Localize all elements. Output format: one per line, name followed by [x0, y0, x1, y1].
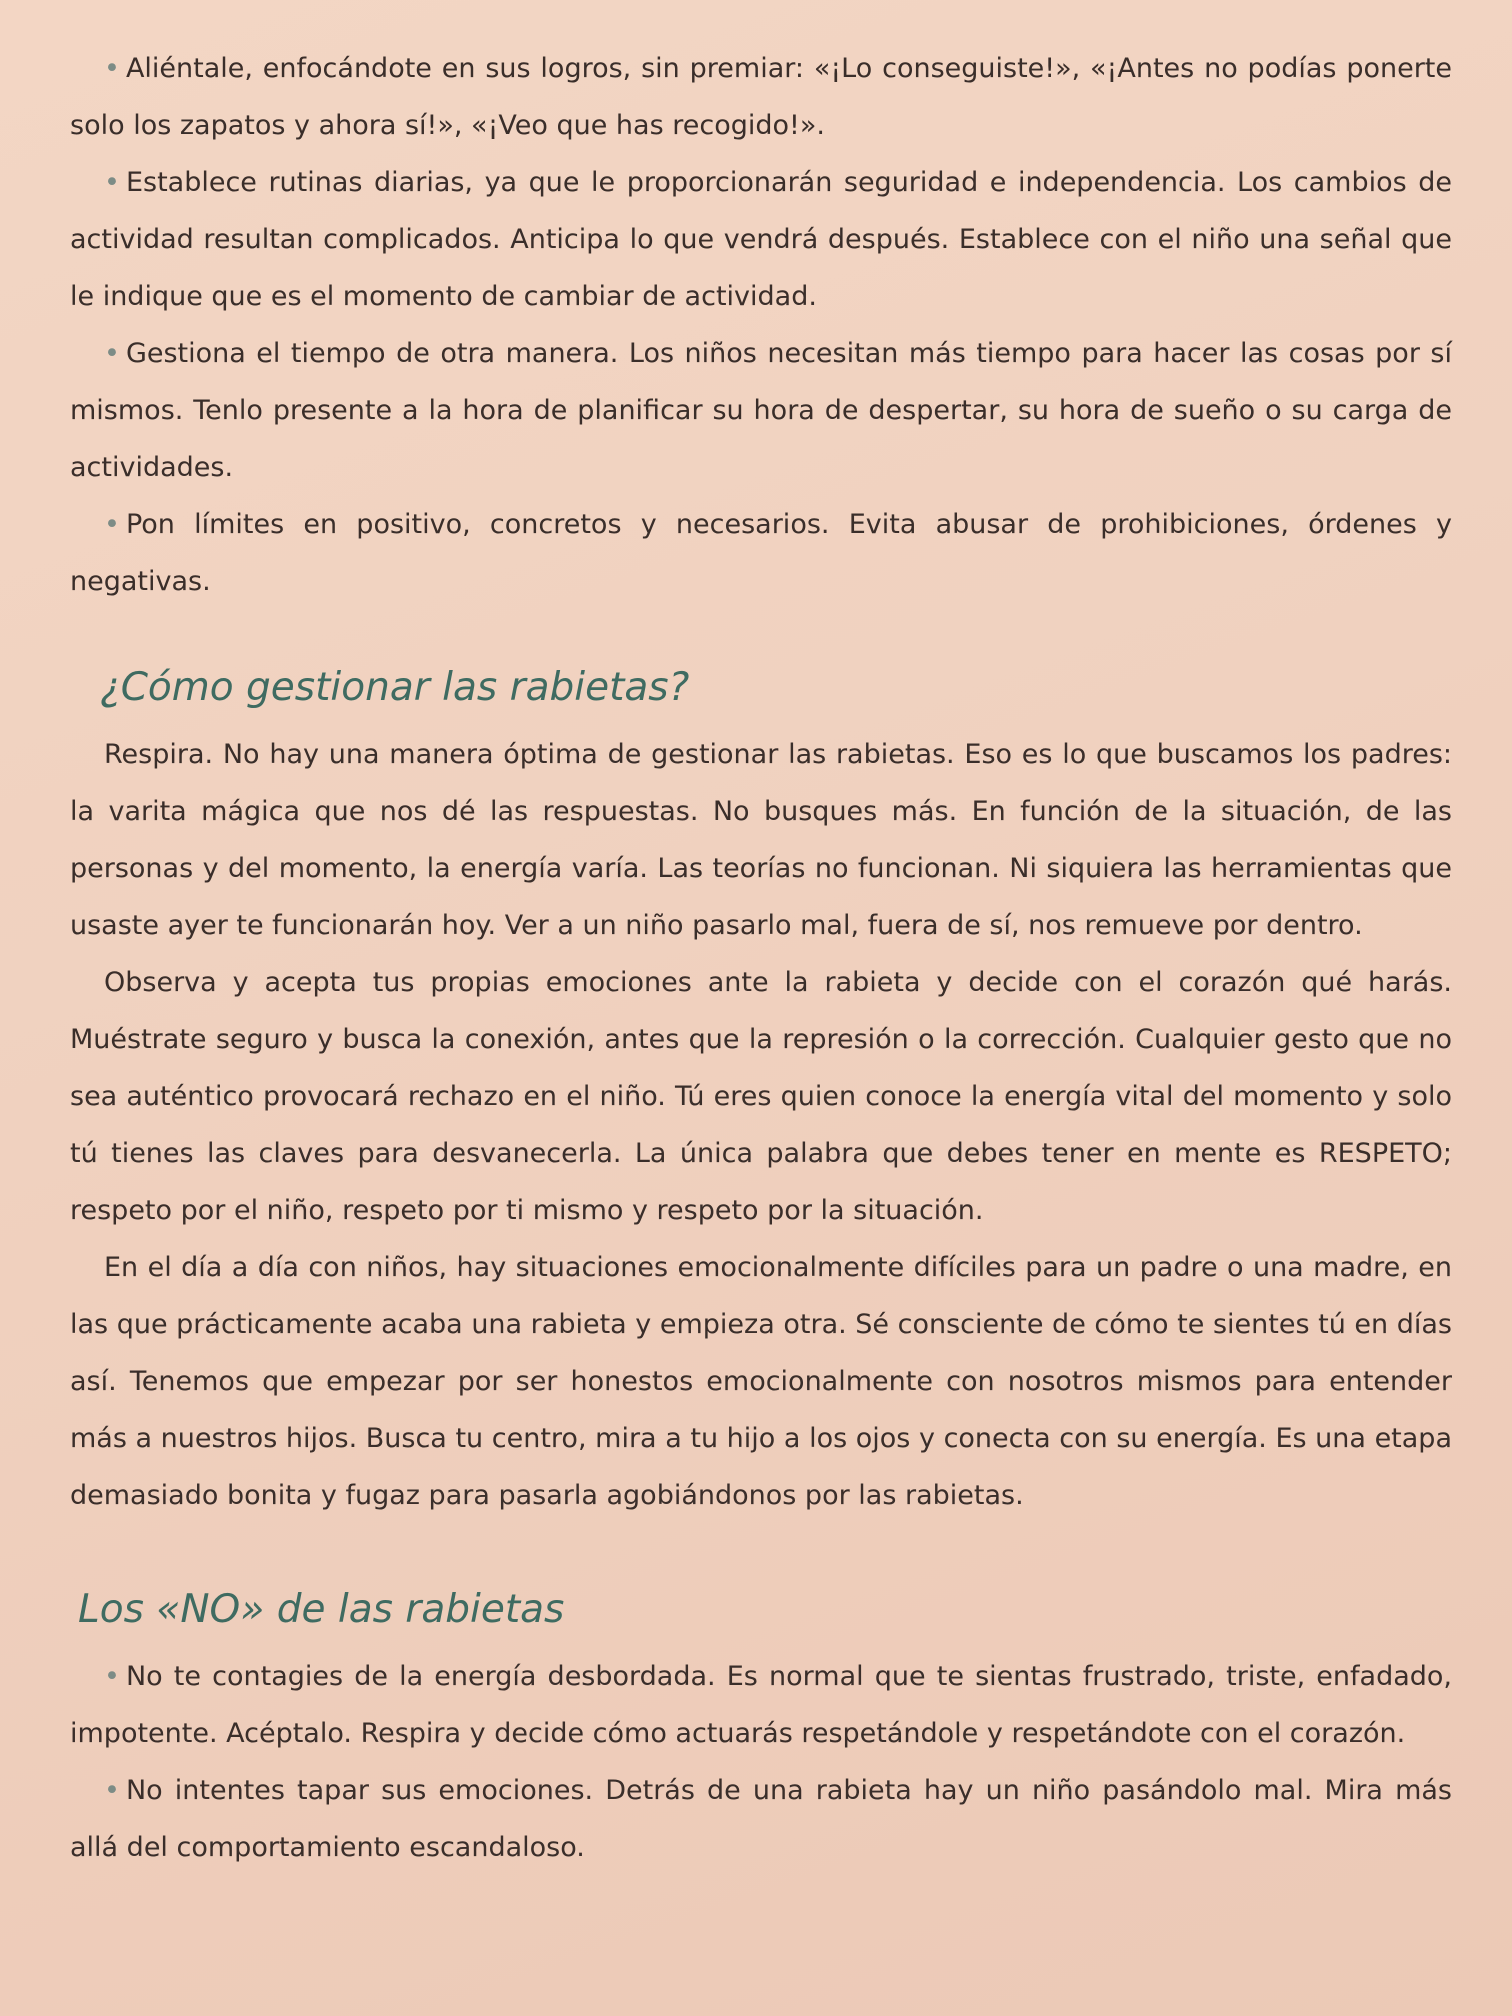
bullet-icon: • [104, 1661, 120, 1692]
paragraph: Respira. No hay una manera óptima de gestionar las rabietas. Eso es lo que buscamos los padres: la varita mágica que nos dé las respuestas. No busques más. En función de la situación, de las personas y del momento, la energía varía. Las teorías no funcionan. Ni siquiera las herramientas que usaste ayer te funcionarán hoy. Ver a un niño pasarlo mal, fuera de sí, nos remueve por dentro. [70, 739, 1452, 941]
section-body-nos [70, 1648, 1452, 1876]
list-item [70, 496, 1452, 610]
bullet-text: No intentes tapar sus emociones. Detrás de una rabieta hay un niño pasándolo mal. Mira más allá del comportamiento escandaloso. [70, 1775, 1452, 1863]
bullet-icon: • [104, 338, 120, 369]
bullet-text: Aliéntale, enfocándote en sus logros, sin premiar: «¡Lo conseguiste!», «¡Antes no podías ponerte solo los zapatos y ahora sí!», «¡Veo que has recogido!». [70, 53, 1452, 141]
bullet-icon: • [104, 509, 120, 540]
bullet-text: Pon límites en positivo, concretos y necesarios. Evita abusar de prohibiciones, órdenes y negativas. [70, 509, 1452, 597]
bullet-icon: • [104, 167, 120, 198]
bullet-text: No te contagies de la energía desbordada. Es normal que te sientas frustrado, triste, enfadado, impotente. Acéptalo. Respira y decide cómo actuarás respetándole y respetándote con el corazón. [70, 1661, 1452, 1749]
bullet-icon: • [104, 53, 120, 84]
section-heading-nos: Los «NO» de las rabietas [78, 1587, 565, 1632]
bullet-text: Gestiona el tiempo de otra manera. Los niños necesitan más tiempo para hacer las cosas por sí mismos. Tenlo presente a la hora de planificar su hora de despertar, su hora de sueño o su carga de actividades. [70, 338, 1452, 483]
paragraph: En el día a día con niños, hay situaciones emocionalmente difíciles para un padre o una madre, en las que prácticamente acaba una rabieta y empieza otra. Sé consciente de cómo te sientes tú en días así. Tenemos que empezar por ser honestos emocionalmente con nosotros mismos para entender más a nuestros hijos. Busca tu centro, mira a tu hijo a los ojos y conecta con su energía. Es una etapa demasiado bonita y fugaz para pasarla agobiándonos por las rabietas. [70, 1252, 1452, 1511]
list-item [70, 40, 1452, 154]
paragraph: Observa y acepta tus propias emociones ante la rabieta y decide con el corazón qué harás. Muéstrate seguro y busca la conexión, antes que la represión o la corrección. Cualquier gesto que no sea auténtico provocará rechazo en el niño. Tú eres quien conoce la energía vital del momento y solo tú tienes las claves para desvanecerla. La única palabra que debes tener en mente es RESPETO; respeto por el niño, respeto por ti mismo y respeto por la situación. [70, 967, 1452, 1226]
bullet-text: Establece rutinas diarias, ya que le proporcionarán seguridad e independencia. Los cambios de actividad resultan complicados. Anticipa lo que vendrá después. Establece con el niño una señal que le indique que es el momento de cambiar de actividad. [70, 167, 1452, 312]
section-heading-tantrums: ¿Cómo gestionar las rabietas? [100, 665, 690, 710]
list-item [70, 154, 1452, 325]
list-item [70, 325, 1452, 496]
list-item [70, 1648, 1452, 1762]
bullet-icon: • [104, 1775, 120, 1806]
list-item [70, 1762, 1452, 1876]
intro-bullet-list [70, 40, 1452, 610]
section-body-tantrums [70, 726, 1452, 1524]
